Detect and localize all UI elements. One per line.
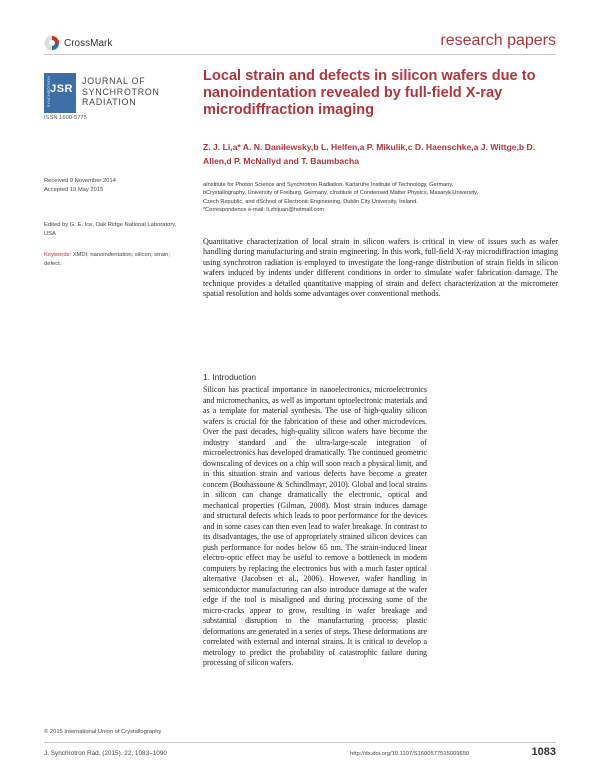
- journal-name: JOURNAL OF SYNCHROTRON RADIATION: [82, 76, 160, 107]
- dates: [44, 177, 116, 195]
- affiliation-line: bCrystallography, University of Freiburg, Germany, cInstitute of Condensed Matter Physics, Masaryk University,: [203, 190, 479, 197]
- article-title: Local strain and defects in silicon wafers due to nanoindentation revealed by full-field X-ray microdiffraction imaging: [203, 68, 536, 118]
- edited-by: Edited by G. E. Ice, Oak Ridge National Laboratory, USA: [44, 222, 177, 237]
- introduction-text: Silicon has practical importance in nanoelectronics, microelectronics and micromechanics, as well as important optoelectronic materials and as a template for material synthesis. The use of high-quality silicon wafers is crucial for the fabrication of these and other microdevices. Over the past decades, high-quality silicon wafers have become the industry standard and the ultra-large-scale integration of microelectronics has developed dramatically. The continued geometric downscaling of devices on a chip will soon reach a physical limit, and in this situation strain and various defects have become a greater concern (Bouhassoune & Schindlmayr, 2010). Global and local strains in silicon can change dramatically the electronic, optical and mechanical properties (Gilman, 2008). Most strain induces damage and structural defects which leads to poor performance for the devices and in some cases can then even lead to wafer breakage. In contrast to its disadvantages, the use of appropriately strained silicon devices can push performance for nodes below 65 nm. The strain-induced linear electro-optic effect may be useful to remove a bottleneck in modern computers by replacing the electronics bus with a much faster optical alternative (Jacobsen et al., 2006). However, wafer handling in semiconductor manufacturing can also introduce damage at the wafer edge if the tool is misaligned and during processing some of the micro-cracks appear to grow, resulting in wafer breakage and substantial disruption to the manufacturing process; plastic deformations are generated in a series of steps. These deformations are correlated with external and internal strains. It is critical to develop a metrology to predict the probability of catastrophic failure during processing of silicon wafers.: [203, 385, 427, 667]
- footer-rule: [44, 742, 556, 743]
- page-number: 1083: [531, 746, 556, 758]
- header-rule: [44, 54, 556, 55]
- journal-citation: J. Synchrotron Rad. (2015). 22, 1083–1090: [44, 750, 167, 757]
- affiliations: [203, 181, 563, 215]
- section-heading: 1. Introduction: [203, 372, 257, 382]
- crossmark-badge[interactable]: [44, 35, 112, 51]
- crossmark-label: CrossMark: [64, 37, 113, 49]
- accepted-date: Accepted 19 May 2015: [44, 187, 104, 193]
- abstract: Quantitative characterization of local strain in silicon wafers is critical in view of issues such as wafer handling during manufacturing and strain engineering. In this work, full-field X-ray microdiffraction imaging using synchrotron radiation is employed to investigate the long-range distribution of strain fields in silicon wafers induced by indents under different conditions in order to simulate wafer fabrication damage. The technique provides a detailed quantitative mapping of strain and defect characterization at the micrometer spatial resolution and holds some advantages over conventional methods.: [203, 237, 558, 299]
- keywords: [44, 251, 184, 269]
- journal-logo: [44, 73, 160, 113]
- keywords-list: XMDI; nanoindentation; silicon; strain; defect.: [44, 252, 170, 267]
- crossmark-icon: [44, 35, 60, 51]
- keywords-label: Keywords:: [44, 252, 72, 258]
- section-label: research papers: [440, 32, 556, 49]
- affiliation-line: Czech Republic, and dSchool of Electronic Engineering, Dublin City University, Ireland.: [203, 198, 418, 205]
- issn: ISSN 1600-5775: [44, 115, 87, 121]
- received-date: Received 9 November 2014: [44, 178, 116, 184]
- copyright: © 2015 International Union of Crystallography: [44, 729, 162, 735]
- affiliation-line: aInstitute for Photon Science and Synchrotron Radiation, Karlsruhe Institute of Technology, Germany,: [203, 182, 454, 188]
- jsr-logo-icon: SYNCHROTRON JSR: [44, 73, 76, 113]
- author-list: Z. J. Li,a* A. N. Danilewsky,b L. Helfen,a P. Mikulik,c D. Haenschke,a J. Wittge,b D. Allen,d P. McNallyd and T. Baumbacha: [203, 142, 536, 166]
- doi-link[interactable]: http://dx.doi.org/10.1107/S1600577515009650: [350, 751, 470, 757]
- correspondence-email[interactable]: *Correspondence e-mail: li.zhijuan@hotmail.com: [203, 207, 325, 214]
